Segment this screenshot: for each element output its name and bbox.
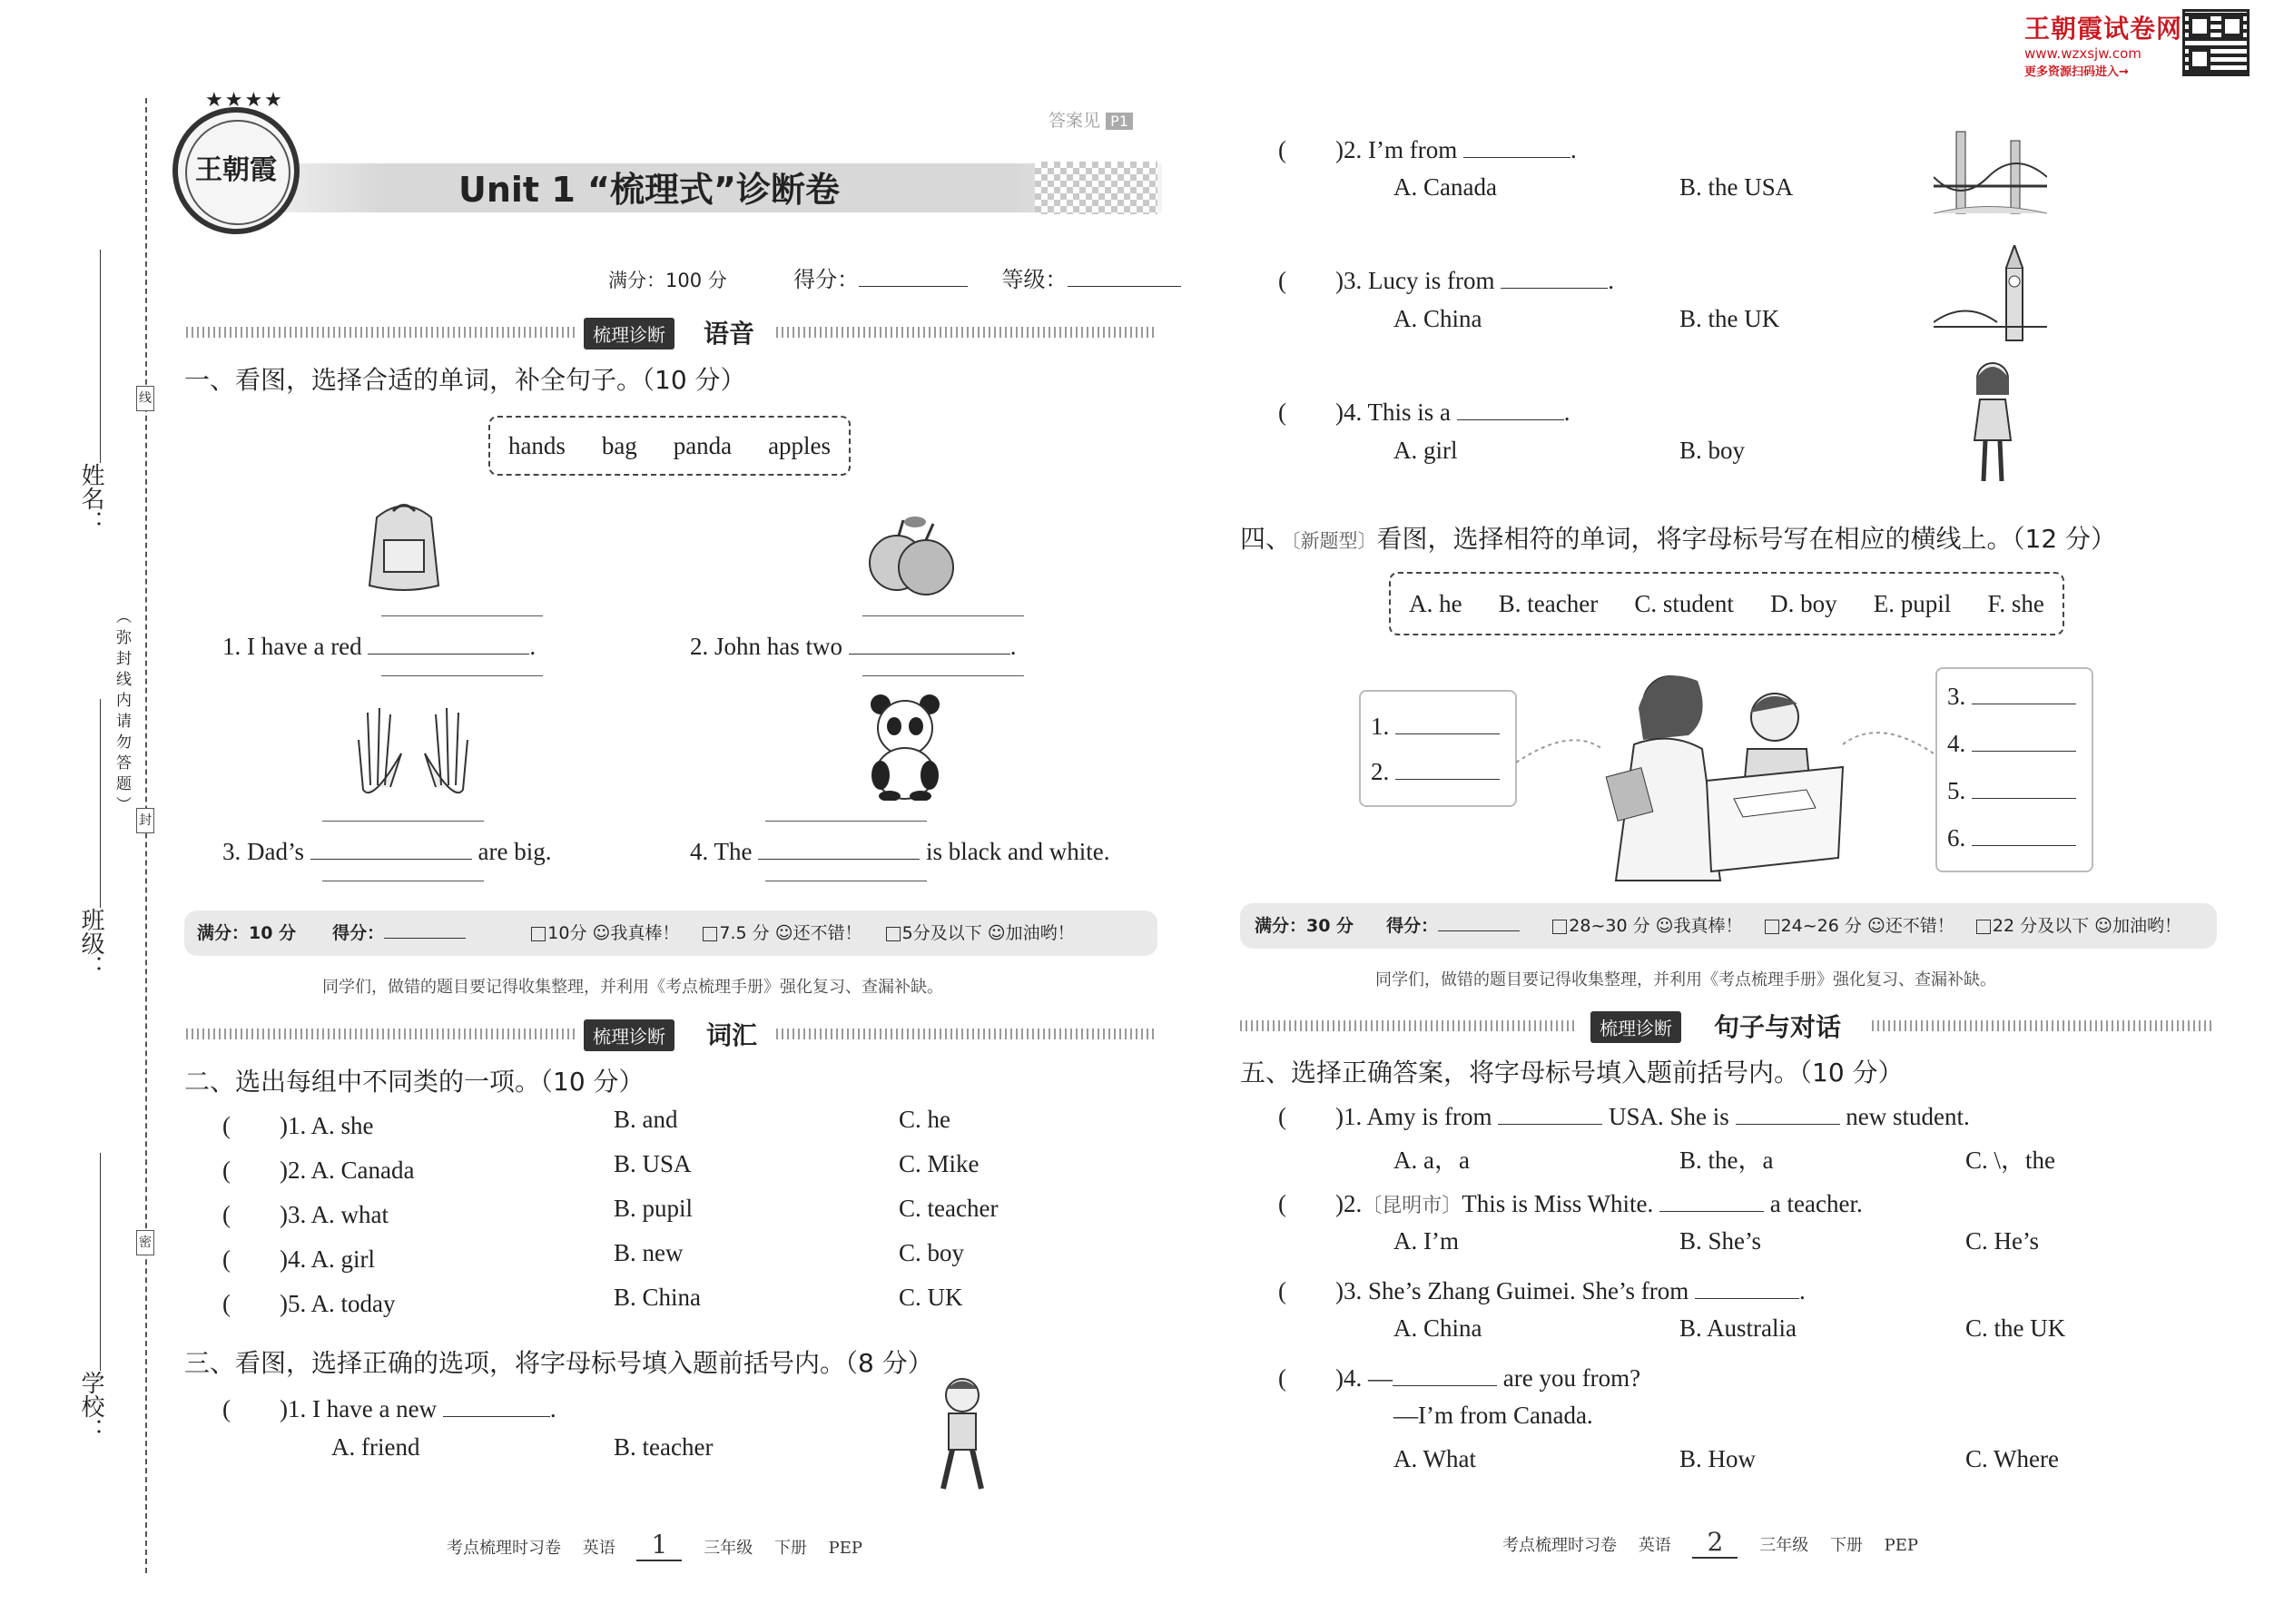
word-option: B. teacher bbox=[1498, 589, 1599, 617]
option-b: B. Australia bbox=[1679, 1314, 1797, 1342]
answer-blank[interactable] bbox=[1395, 714, 1500, 734]
label-number: 6. bbox=[1947, 824, 1966, 851]
footer-book: 考点梳理时习卷 bbox=[447, 1539, 561, 1558]
grade-field[interactable] bbox=[1068, 266, 1181, 287]
score-label: 得分： bbox=[793, 267, 860, 292]
option-b: B. the，a bbox=[1679, 1147, 1774, 1174]
item-text: 1. I have a red bbox=[222, 633, 362, 660]
range-label: 22 分及以下 bbox=[1992, 916, 2090, 936]
footer-edition: PEP bbox=[1884, 1536, 1919, 1555]
hands-image bbox=[345, 704, 481, 794]
answer-blank[interactable] bbox=[758, 839, 920, 860]
option-b: B. pupil bbox=[614, 1195, 694, 1222]
question-stem bbox=[1278, 1271, 1806, 1306]
stem-text: ( )2. bbox=[1278, 1190, 1363, 1217]
seal-mark-line: 线 bbox=[136, 386, 154, 411]
checkbox[interactable] bbox=[1976, 920, 1991, 934]
option-c: C. \，the bbox=[1965, 1147, 2055, 1174]
question-stem bbox=[1278, 261, 1614, 296]
option-b: B. China bbox=[614, 1284, 702, 1311]
option-a: ( )2. A. Canada bbox=[222, 1156, 415, 1184]
item-end: . bbox=[1009, 633, 1017, 660]
logo bbox=[172, 89, 300, 234]
label-number: 4. bbox=[1947, 730, 1966, 757]
item-text: 4. The bbox=[690, 838, 753, 865]
reply-text: —I’m from Canada. bbox=[1393, 1402, 1593, 1429]
score-bar-field[interactable] bbox=[384, 921, 466, 939]
option-a: A. a，a bbox=[1393, 1147, 1470, 1174]
word-option: panda bbox=[673, 431, 733, 459]
score-bar-got: 得分： bbox=[1386, 916, 1439, 936]
checkbox[interactable] bbox=[1552, 920, 1567, 934]
stem-text: ( )4. This is a bbox=[1278, 399, 1451, 426]
region-tag: 〔昆明市〕 bbox=[1362, 1194, 1462, 1216]
school-label: 学校： bbox=[77, 1371, 104, 1442]
footer-term: 下册 bbox=[1829, 1536, 1863, 1555]
range-msg: 还不错！ bbox=[1885, 916, 1954, 936]
stem-end: . bbox=[1570, 136, 1577, 163]
option-b: B. boy bbox=[1679, 437, 1746, 464]
qr-code-icon[interactable] bbox=[2182, 9, 2250, 76]
label-number: 2. bbox=[1371, 758, 1390, 785]
stem-end: . bbox=[549, 1395, 556, 1422]
choice-row bbox=[222, 1106, 373, 1141]
cheer-face-icon: ☺ bbox=[987, 923, 1006, 943]
teacher-student-image bbox=[1516, 663, 1934, 885]
option-a: A. Canada bbox=[1393, 173, 1497, 201]
question-stem bbox=[1278, 392, 1570, 428]
checkbox[interactable] bbox=[531, 927, 546, 941]
section-divider bbox=[186, 327, 576, 338]
stem-text: a teacher. bbox=[1769, 1190, 1863, 1217]
answer-ref-page: P1 bbox=[1106, 113, 1133, 130]
option-c: C. Where bbox=[1965, 1445, 2059, 1472]
section-divider bbox=[1872, 1020, 2215, 1031]
grade-label: 等级： bbox=[1001, 267, 1068, 292]
word-option: C. student bbox=[1634, 589, 1734, 617]
stem-text: USA. She is bbox=[1609, 1103, 1729, 1130]
answer-blank[interactable] bbox=[1393, 1365, 1497, 1386]
smile-icon: ☺ bbox=[1655, 916, 1674, 936]
range-label: 7.5 分 bbox=[719, 923, 770, 943]
page-number: 1 bbox=[636, 1530, 682, 1561]
answer-blank[interactable] bbox=[1972, 684, 2076, 704]
range-msg: 加油哟！ bbox=[2112, 916, 2181, 936]
score-bar-full: 满分：30 分 bbox=[1255, 916, 1354, 936]
stem-text: ( )1. Amy is from bbox=[1278, 1103, 1492, 1130]
seal-mark-seal: 封 bbox=[136, 808, 154, 833]
neutral-face-icon: ☺ bbox=[774, 923, 793, 943]
stem-text: new student. bbox=[1846, 1103, 1970, 1130]
word-option: F. she bbox=[1987, 589, 2044, 617]
footer-subject: 英语 bbox=[582, 1539, 615, 1558]
answer-blank[interactable] bbox=[1972, 778, 2076, 799]
item-end: are big. bbox=[478, 838, 552, 865]
class-line bbox=[100, 699, 101, 908]
answer-blank[interactable] bbox=[1736, 1104, 1840, 1125]
option-a: A. friend bbox=[331, 1433, 420, 1461]
section-divider bbox=[776, 327, 1157, 338]
binding-dashed-line bbox=[145, 98, 147, 1573]
footer-book: 考点梳理时习卷 bbox=[1502, 1536, 1617, 1555]
no-answer-note: （弥封线内请勿答题） bbox=[113, 608, 131, 817]
reminder-text: 同学们，做错的题目要记得收集整理，并利用《考点梳理手册》强化复习、查漏补缺。 bbox=[322, 978, 943, 997]
score-bar bbox=[1240, 903, 2217, 949]
answer-blank[interactable] bbox=[1972, 731, 2076, 752]
item-text: 3. Dad’s bbox=[222, 838, 304, 865]
choice-row bbox=[222, 1284, 395, 1319]
option-a: A. China bbox=[1393, 305, 1482, 332]
logo-text: 王朝霞 bbox=[195, 154, 277, 186]
range-msg: 我真棒！ bbox=[1673, 916, 1743, 936]
answer-blank[interactable] bbox=[1695, 1278, 1799, 1299]
star-icon: ★★★★ bbox=[205, 89, 284, 112]
word-bank bbox=[1389, 572, 2064, 635]
word-option: E. pupil bbox=[1873, 589, 1952, 617]
score-bar bbox=[184, 910, 1157, 956]
bridge-image bbox=[1934, 123, 2047, 222]
checkbox[interactable] bbox=[703, 927, 717, 941]
option-a: A. I’m bbox=[1393, 1227, 1459, 1255]
item-end: . bbox=[529, 633, 537, 660]
answer-ref-label: 答案见 bbox=[1049, 111, 1101, 131]
section-badge: 梳理诊断 bbox=[1590, 1011, 1681, 1043]
question-heading: 五、选择正确答案，将字母标号填入题前括号内。（10 分） bbox=[1240, 1058, 1904, 1088]
option-a: ( )4. A. girl bbox=[222, 1245, 375, 1273]
question-stem bbox=[1278, 130, 1577, 165]
section-title: 词汇 bbox=[706, 1020, 758, 1050]
score-bar-got: 得分： bbox=[332, 923, 385, 943]
answer-blank[interactable] bbox=[1457, 399, 1564, 420]
cheer-face-icon: ☺ bbox=[2094, 916, 2112, 936]
option-c: C. he bbox=[899, 1106, 950, 1133]
checkbox[interactable] bbox=[1765, 920, 1779, 934]
label-line bbox=[1947, 824, 2076, 852]
word-option: apples bbox=[768, 431, 832, 459]
answer-blank[interactable] bbox=[1501, 268, 1608, 289]
option-b: B. the UK bbox=[1679, 305, 1780, 332]
label-box-left bbox=[1359, 690, 1517, 807]
question-stem bbox=[1278, 1097, 1970, 1132]
heading-text: 看图，选择相符的单词，将字母标号写在相应的横线上。（12 分） bbox=[1376, 524, 2117, 554]
option-b: B. new bbox=[614, 1239, 684, 1266]
answer-blank[interactable] bbox=[1972, 825, 2076, 846]
bag-image bbox=[359, 495, 449, 595]
score-bar-full: 满分：10 分 bbox=[197, 923, 297, 943]
footer-grade: 三年级 bbox=[1759, 1536, 1809, 1555]
footer-grade: 三年级 bbox=[704, 1539, 753, 1558]
answer-blank[interactable] bbox=[368, 634, 529, 655]
panda-image bbox=[864, 692, 946, 801]
section-title: 语音 bbox=[704, 319, 755, 349]
watermark-brand: 王朝霞试卷网 bbox=[2024, 14, 2183, 44]
option-b: B. How bbox=[1679, 1445, 1757, 1472]
fill-item bbox=[222, 633, 536, 661]
option-b: B. and bbox=[614, 1106, 678, 1133]
writing-guide bbox=[381, 675, 543, 676]
label-number: 5. bbox=[1947, 777, 1966, 804]
writing-guide bbox=[765, 821, 927, 822]
footer-term: 下册 bbox=[773, 1539, 807, 1558]
label-line bbox=[1371, 758, 1500, 786]
stem-text: ( )4. — bbox=[1278, 1364, 1393, 1392]
section-divider bbox=[186, 1029, 576, 1039]
section-badge: 梳理诊断 bbox=[584, 318, 674, 349]
fill-item bbox=[222, 838, 551, 866]
fill-item bbox=[690, 838, 1109, 866]
fill-item bbox=[690, 633, 1017, 661]
question-stem bbox=[1278, 1358, 1640, 1393]
stem-end: . bbox=[1798, 1277, 1806, 1304]
big-ben-image bbox=[1934, 245, 2047, 349]
option-a: ( )1. A. she bbox=[222, 1112, 374, 1139]
stem-end: . bbox=[1563, 399, 1570, 426]
question-heading: 三、看图，选择正确的选项，将字母标号填入题前括号内。（8 分） bbox=[184, 1348, 933, 1378]
footer-edition: PEP bbox=[828, 1539, 863, 1558]
section-title: 句子与对话 bbox=[1714, 1012, 1842, 1042]
option-a: ( )5. A. today bbox=[222, 1290, 396, 1317]
option-b: B. the USA bbox=[1679, 173, 1794, 201]
stem-end: . bbox=[1608, 267, 1614, 294]
answer-blank[interactable] bbox=[849, 634, 1010, 655]
stem-text: ( )1. I have a new bbox=[222, 1395, 438, 1422]
stem-text: ( )3. Lucy is from bbox=[1278, 267, 1495, 294]
option-a: A. What bbox=[1393, 1445, 1476, 1472]
answer-blank[interactable] bbox=[443, 1396, 550, 1417]
range-msg: 我真棒！ bbox=[610, 923, 680, 943]
stem-text: ( )2. I’m from bbox=[1278, 136, 1458, 163]
option-a: A. China bbox=[1393, 1314, 1482, 1342]
option-a: ( )3. A. what bbox=[222, 1201, 389, 1228]
option-c: C. the UK bbox=[1965, 1314, 2066, 1342]
label-number: 1. bbox=[1371, 713, 1390, 740]
question-stem bbox=[222, 1389, 556, 1424]
option-b: B. teacher bbox=[614, 1433, 714, 1461]
class-label: 班级： bbox=[77, 908, 104, 979]
choice-row bbox=[222, 1239, 375, 1275]
apples-image bbox=[862, 513, 962, 599]
word-option: hands bbox=[507, 431, 566, 459]
footer-subject: 英语 bbox=[1638, 1536, 1671, 1555]
option-c: C. UK bbox=[899, 1284, 963, 1311]
watermark-url[interactable]: www.wzxsjw.com bbox=[2024, 45, 2141, 62]
range-label: 5分及以下 bbox=[901, 923, 982, 943]
item-text: 2. John has two bbox=[690, 633, 842, 660]
item-end: is black and white. bbox=[926, 838, 1110, 865]
page-title: Unit 1 “梳理式”诊断卷 bbox=[458, 170, 840, 210]
writing-guide bbox=[862, 675, 1024, 676]
girl-image bbox=[1965, 359, 2020, 486]
score-bar-field[interactable] bbox=[1438, 914, 1520, 931]
option-c: C. He’s bbox=[1965, 1227, 2039, 1255]
full-score: 满分：100 分 bbox=[608, 270, 727, 291]
footer bbox=[447, 1530, 862, 1561]
stem-text: ( )3. She’s Zhang Guimei. She’s from bbox=[1278, 1277, 1689, 1304]
option-a: A. girl bbox=[1393, 437, 1458, 464]
section-divider bbox=[1240, 1020, 1576, 1031]
answer-ref bbox=[1049, 107, 1133, 132]
footer bbox=[1502, 1527, 1918, 1559]
option-c: C. boy bbox=[899, 1239, 965, 1266]
range-label: 24~26 分 bbox=[1780, 916, 1862, 936]
checkbox[interactable] bbox=[886, 927, 901, 941]
neutral-face-icon: ☺ bbox=[1866, 916, 1885, 936]
reminder-text: 同学们，做错的题目要记得收集整理，并利用《考点梳理手册》强化复习、查漏补缺。 bbox=[1375, 970, 1996, 989]
word-option: bag bbox=[601, 431, 637, 459]
writing-guide bbox=[862, 615, 1024, 616]
question-heading bbox=[1240, 519, 2116, 556]
answer-blank[interactable] bbox=[1498, 1104, 1602, 1125]
option-c: C. Mike bbox=[899, 1150, 980, 1177]
label-line bbox=[1947, 777, 2076, 805]
answer-blank[interactable] bbox=[1463, 137, 1570, 158]
word-option: A. he bbox=[1409, 589, 1462, 617]
seal-mark-secret: 密 bbox=[136, 1230, 154, 1255]
section-badge: 梳理诊断 bbox=[584, 1019, 674, 1051]
label-number: 3. bbox=[1947, 683, 1966, 710]
choice-row bbox=[222, 1150, 414, 1186]
question-heading: 二、选出每组中不同类的一项。（10 分） bbox=[184, 1067, 645, 1097]
answer-blank[interactable] bbox=[1395, 759, 1500, 780]
choice-row bbox=[222, 1195, 389, 1230]
writing-guide bbox=[322, 821, 484, 822]
label-line bbox=[1947, 683, 2076, 711]
option-c: C. teacher bbox=[899, 1195, 999, 1222]
stem-text: This is Miss White. bbox=[1462, 1190, 1654, 1217]
smile-icon: ☺ bbox=[592, 923, 611, 943]
option-b: B. USA bbox=[614, 1150, 692, 1177]
answer-blank[interactable] bbox=[1659, 1191, 1764, 1212]
writing-guide bbox=[381, 615, 543, 616]
word-bank bbox=[488, 416, 851, 476]
question-stem bbox=[1278, 1184, 1863, 1219]
option-b: B. She’s bbox=[1679, 1227, 1762, 1255]
range-msg: 还不错！ bbox=[793, 923, 862, 943]
range-msg: 加油哟！ bbox=[1005, 923, 1075, 943]
answer-blank[interactable] bbox=[310, 839, 472, 860]
stem-text: are you from? bbox=[1502, 1364, 1641, 1392]
score-field[interactable] bbox=[859, 266, 968, 287]
label-line bbox=[1371, 713, 1500, 741]
question-heading: 一、看图，选择合适的单词，补全句子。（10 分） bbox=[184, 365, 746, 395]
banner-checker bbox=[1035, 162, 1157, 214]
new-type-tag: 〔新题型〕 bbox=[1291, 530, 1377, 552]
word-option: D. boy bbox=[1770, 589, 1837, 617]
label-line bbox=[1947, 730, 2076, 758]
boy-image bbox=[930, 1375, 994, 1493]
name-line bbox=[100, 250, 101, 463]
score-header bbox=[608, 261, 1181, 293]
range-label: 28~30 分 bbox=[1569, 916, 1650, 936]
school-line bbox=[100, 1153, 101, 1371]
watermark-tagline: 更多资源扫码进入→ bbox=[2024, 65, 2129, 79]
page-number: 2 bbox=[1692, 1527, 1738, 1559]
heading-number: 四、 bbox=[1240, 524, 1292, 554]
section-divider bbox=[776, 1029, 1157, 1039]
name-label: 姓名： bbox=[77, 463, 104, 534]
range-label: 10分 bbox=[547, 923, 587, 943]
